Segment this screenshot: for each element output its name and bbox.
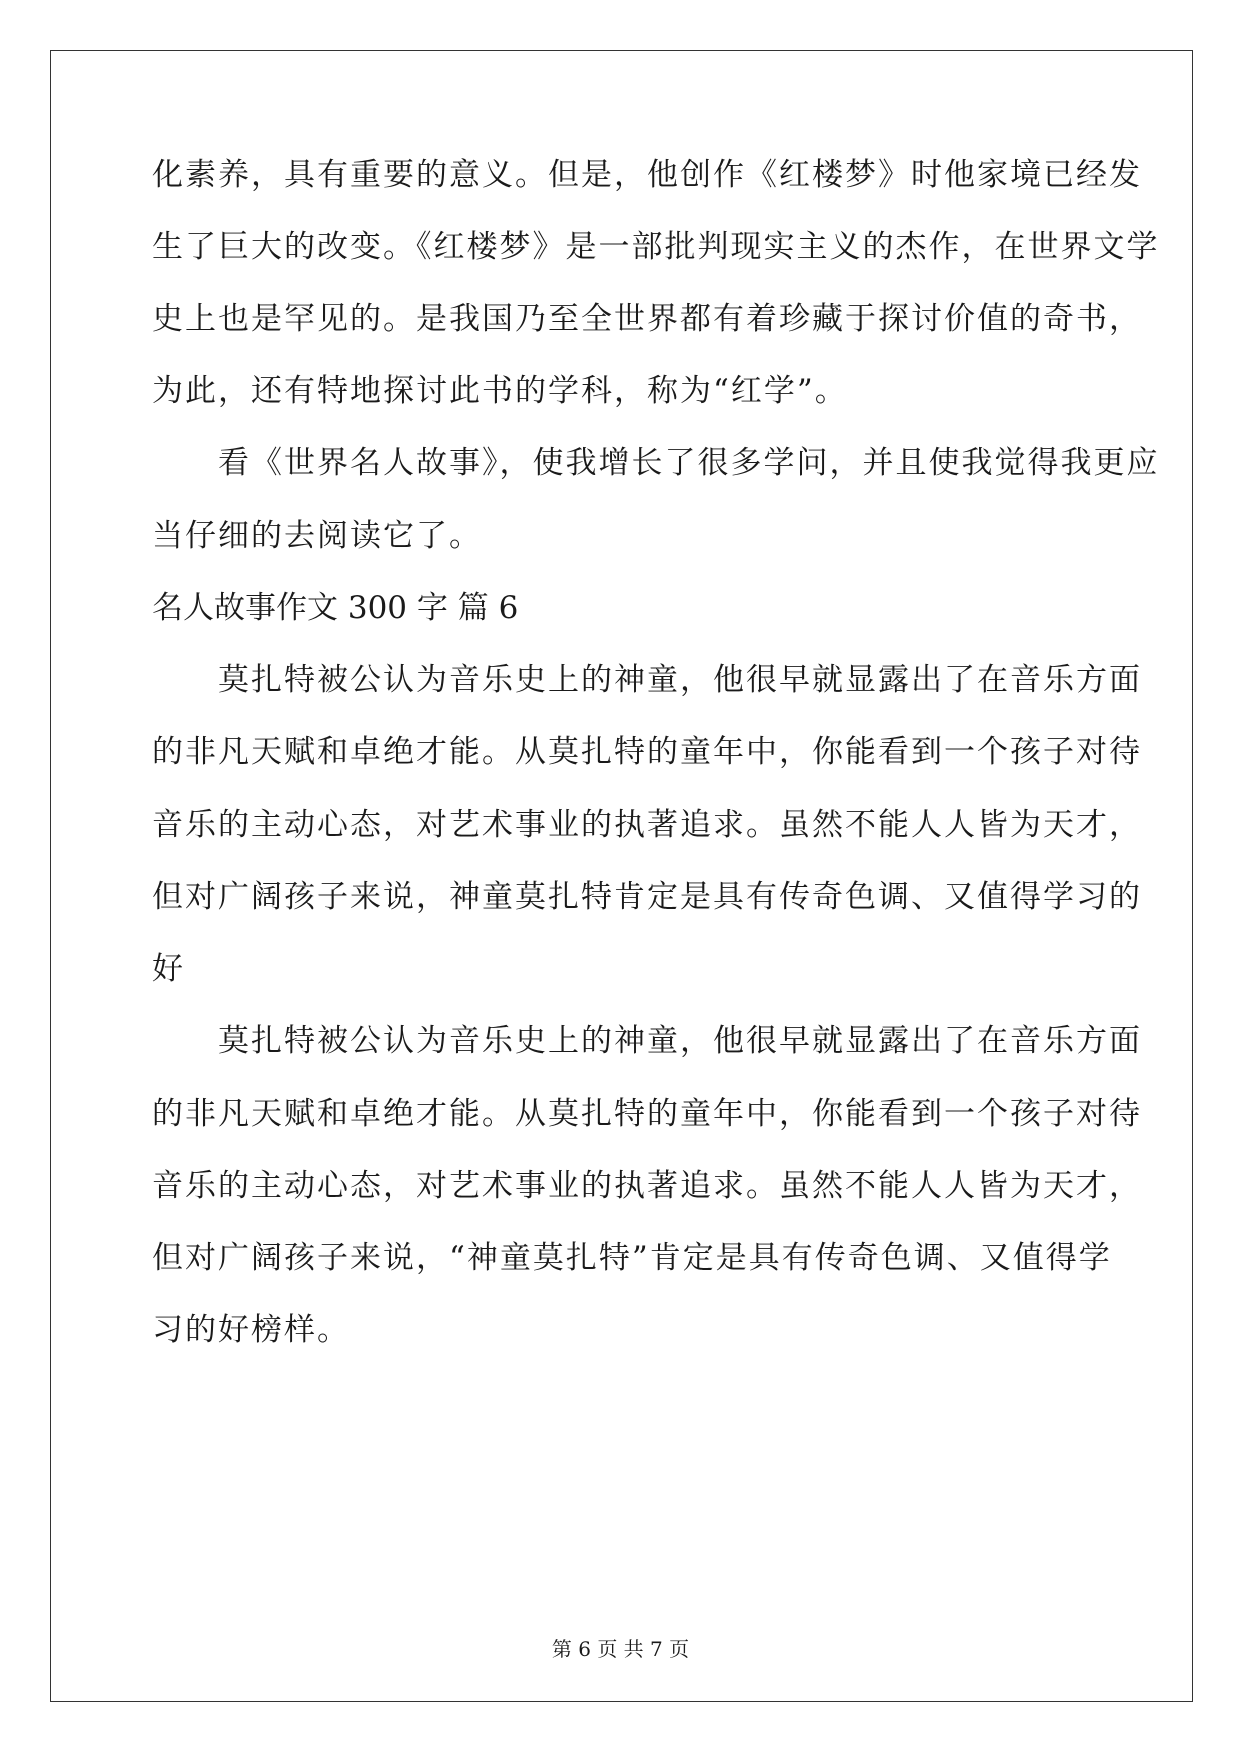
paragraph-line: 莫扎特被公认为音乐史上的神童，他很早就显露出了在音乐方面 — [152, 1023, 1142, 1059]
paragraph-line: 习的好榜样。 — [152, 1312, 350, 1348]
paragraph-line: 但对广阔孩子来说，神童莫扎特肯定是具有传奇色调、又值得学习的 — [152, 879, 1142, 915]
paragraph-line: 莫扎特被公认为音乐史上的神童，他很早就显露出了在音乐方面 — [152, 662, 1142, 698]
paragraph-line: 生了巨大的改变。《红楼梦》是一部批判现实主义的杰作，在世界文学 — [152, 229, 1160, 265]
paragraph-line: 为此，还有特地探讨此书的学科，称为“红学”。 — [152, 373, 848, 409]
section-heading: 名人故事作文 300 字 篇 6 — [152, 590, 519, 626]
paragraph-line: 的非凡天赋和卓绝才能。从莫扎特的童年中，你能看到一个孩子对待 — [152, 1096, 1142, 1132]
paragraph-line: 史上也是罕见的。是我国乃至全世界都有着珍藏于探讨价值的奇书， — [152, 301, 1142, 337]
paragraph-line: 看《世界名人故事》，使我增长了很多学问，并且使我觉得我更应 — [152, 445, 1160, 481]
paragraph-line: 音乐的主动心态，对艺术事业的执著追求。虽然不能人人皆为天才， — [152, 1168, 1142, 1204]
paragraph-line: 但对广阔孩子来说，“神童莫扎特”肯定是具有传奇色调、又值得学 — [152, 1240, 1112, 1276]
page-number-footer: 第 6 页 共 7 页 — [551, 1637, 690, 1661]
paragraph-line: 好 — [152, 951, 185, 987]
paragraph-line: 当仔细的去阅读它了。 — [152, 518, 482, 554]
paragraph-line: 化素养，具有重要的意义。但是，他创作《红楼梦》时他家境已经发 — [152, 157, 1142, 193]
paragraph-line: 的非凡天赋和卓绝才能。从莫扎特的童年中，你能看到一个孩子对待 — [152, 734, 1142, 770]
page-border — [50, 50, 1193, 1702]
paragraph-line: 音乐的主动心态，对艺术事业的执著追求。虽然不能人人皆为天才， — [152, 807, 1142, 843]
